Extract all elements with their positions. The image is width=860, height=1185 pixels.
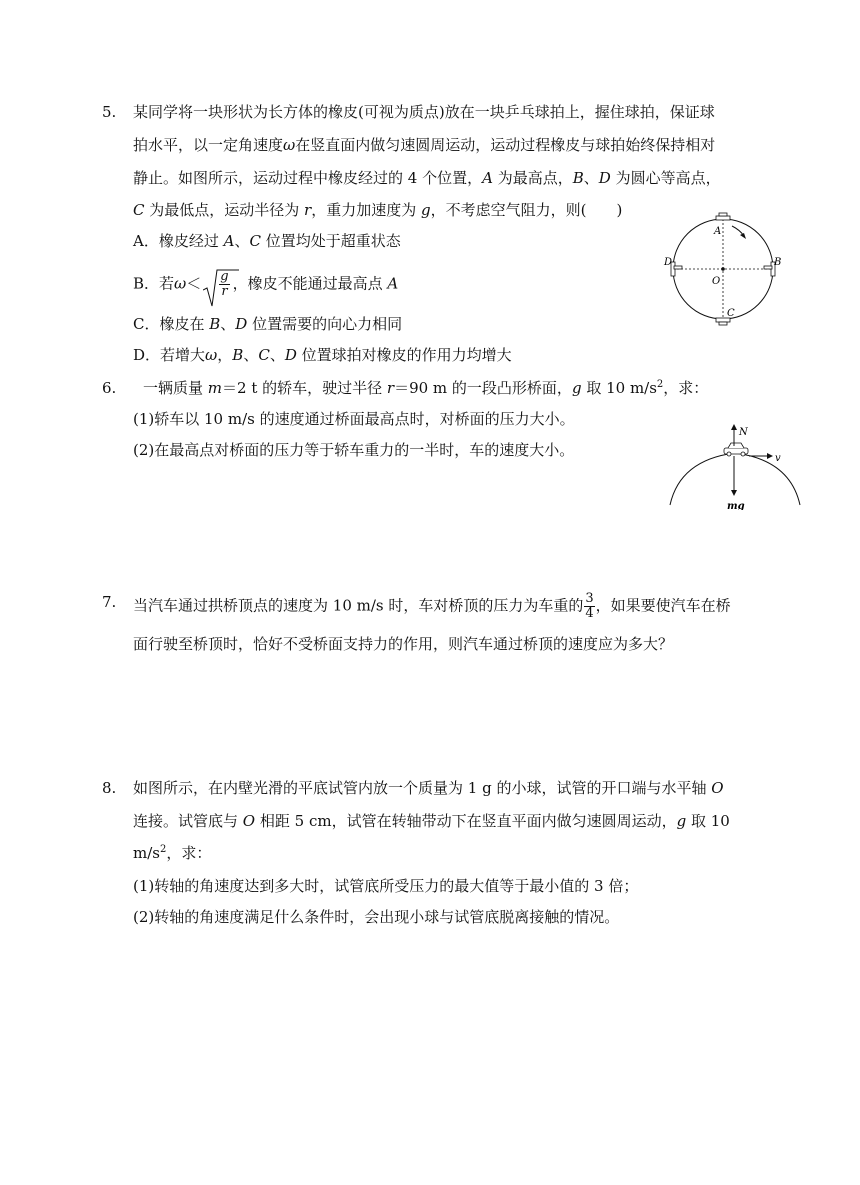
q7-line2: 面行驶至桥顶时，恰好不受桥面支持力的作用，则汽车通过桥顶的速度应为多大？	[133, 635, 674, 653]
q5-var-C: C	[133, 201, 145, 219]
q5-optB-post: ，橡皮不能通过最高点	[232, 274, 388, 293]
q5-optD-B: B	[232, 346, 244, 364]
q5-line4	[133, 200, 622, 220]
frac-numerator: 3	[585, 591, 594, 606]
q8-line1	[133, 778, 724, 798]
convex-bridge-figure	[665, 420, 805, 510]
q8-line2-a: 连接。试管底与	[133, 812, 243, 830]
q5-option-c	[133, 314, 402, 334]
frac-r: r	[221, 284, 228, 299]
q7-line1-a: 当汽车通过拱桥顶点的速度为 10 m/s 时，车对桥顶的压力为车重的	[133, 596, 584, 615]
q5-optB-pre: B．若	[133, 274, 175, 293]
q5-optA-C: C	[249, 232, 261, 250]
fig-label-v: v	[775, 453, 781, 464]
q5-optC-post: 位置需要的向心力相同	[247, 315, 403, 333]
q5-option-d	[133, 345, 512, 365]
q8-line3-b: ，求：	[166, 844, 212, 862]
q6-line1	[143, 378, 708, 398]
q5-optA-A: A	[223, 232, 235, 250]
q5-optB-A: A	[387, 274, 399, 293]
fig-label-mg: mg	[727, 501, 745, 510]
q5-line1: 某同学将一块形状为长方体的橡皮(可视为质点)放在一块乒乓球拍上，握住球拍，保证球	[133, 103, 715, 121]
q5-var-A: A	[482, 169, 493, 187]
q5-optD-mid: ，	[217, 346, 233, 364]
fig-label-B: B	[774, 257, 782, 268]
sqrt-g-over-r	[203, 270, 230, 299]
fig-label-O: O	[712, 276, 721, 287]
q5-optD-C: C	[258, 346, 270, 364]
fig-label-N: N	[739, 427, 748, 438]
q5-var-B: B	[572, 169, 584, 187]
q8-line2-c: 取 10	[686, 812, 730, 830]
q5-omega: ω	[283, 136, 296, 154]
q8-var-O2: O	[242, 812, 256, 830]
q8-sub2: (2)转轴的角速度满足什么条件时，会出现小球与试管底脱离接触的情况。	[133, 908, 620, 926]
q5-line4-c: ，不考虑空气阻力，则( )	[430, 201, 623, 219]
q8-line1-a: 如图所示，在内壁光滑的平底试管内放一个质量为 1 g 的小球，试管的开口端与水平轴	[133, 779, 712, 797]
q6-var-g: g	[571, 379, 582, 397]
q5-line2-b: 在竖直面内做匀速圆周运动，运动过程橡皮与球拍始终保持相对	[295, 136, 716, 154]
q5-optA-post: 位置均处于超重状态	[260, 232, 401, 250]
q5-line3-a: 静止。如图所示，运动过程中橡皮经过的 4 个位置，	[133, 169, 483, 187]
q5-optA-pre: A．橡皮经过	[133, 232, 224, 250]
q6-sub1: (1)轿车以 10 m/s 的速度通过桥面最高点时，对桥面的压力大小。	[133, 410, 575, 428]
q7-line1	[133, 592, 731, 621]
q7-number: 7.	[102, 593, 117, 611]
q5-optC-D: D	[235, 315, 248, 333]
q8-line3-a: m/s	[133, 844, 160, 862]
q5-optD-omega: ω	[205, 346, 218, 364]
q5-line3-b: 为最高点，	[492, 169, 573, 187]
q5-optD-D: D	[284, 346, 297, 364]
frac-g: g	[220, 269, 229, 284]
q5-optD-sep2: 、	[269, 346, 285, 364]
q8-var-g: g	[676, 812, 687, 830]
q5-line3	[133, 168, 721, 188]
fig-label-A: A	[714, 226, 722, 237]
q5-optA-mid: 、	[234, 232, 250, 250]
q8-line2-b: 相距 5 cm，试管在转轴带动下在竖直平面内做匀速圆周运动，	[255, 812, 677, 830]
q6-line1-d: 取 10 m/s	[581, 379, 657, 397]
fig-label-D: D	[664, 257, 673, 268]
q5-var-g: g	[420, 201, 431, 219]
q8-line3	[133, 843, 211, 863]
q5-optC-B: B	[209, 315, 221, 333]
q6-line1-e: ，求：	[663, 379, 709, 397]
q6-number: 6.	[102, 379, 117, 397]
q5-optC-pre: C．橡皮在	[133, 315, 210, 333]
q8-sup2: 2	[159, 844, 167, 855]
q6-line1-b: ＝2 t 的轿车，驶过半径	[222, 379, 387, 397]
q8-var-O: O	[711, 779, 724, 797]
fig-label-C: C	[727, 308, 735, 319]
q7-line1-b: ，如果要使汽车在桥	[595, 596, 731, 615]
q6-line1-a: 一辆质量	[143, 379, 208, 397]
q5-line4-a: 为最低点，运动半径为	[144, 201, 305, 219]
q5-var-D: D	[598, 169, 611, 187]
q6-var-r: r	[386, 379, 395, 397]
q5-number: 5.	[102, 103, 117, 121]
q8-sub1: (1)转轴的角速度达到多大时，试管底所受压力的最大值等于最小值的 3 倍；	[133, 877, 639, 895]
q6-line1-c: ＝90 m 的一段凸形桥面，	[394, 379, 572, 397]
q6-sup2: 2	[656, 379, 664, 390]
q5-line2	[133, 135, 715, 155]
q6-sub2: (2)在最高点对桥面的压力等于轿车重力的一半时，车的速度大小。	[133, 441, 575, 459]
fraction-3-4	[584, 592, 594, 621]
q5-line3-c: 、	[583, 169, 599, 187]
q5-optD-post: 位置球拍对橡皮的作用力均增大	[296, 346, 512, 364]
q5-option-a	[133, 231, 401, 251]
circular-motion-figure	[660, 212, 790, 330]
q8-line2	[133, 811, 730, 831]
q5-optD-sep1: 、	[243, 346, 259, 364]
q6-var-m: m	[207, 379, 223, 397]
q5-option-b	[133, 270, 398, 299]
q5-optB-omega: ω	[174, 274, 187, 293]
frac-denominator: 4	[585, 606, 594, 621]
q5-line4-b: ，重力加速度为	[311, 201, 421, 219]
q5-optB-lt: ＜	[186, 274, 202, 293]
q5-optD-pre: D．若增大	[133, 346, 206, 364]
q5-optC-mid: 、	[220, 315, 236, 333]
q5-var-r: r	[304, 201, 312, 219]
q8-number: 8.	[102, 779, 117, 797]
q5-line2-a: 拍水平，以一定角速度	[133, 136, 284, 154]
q5-line3-d: 为圆心等高点，	[610, 169, 721, 187]
